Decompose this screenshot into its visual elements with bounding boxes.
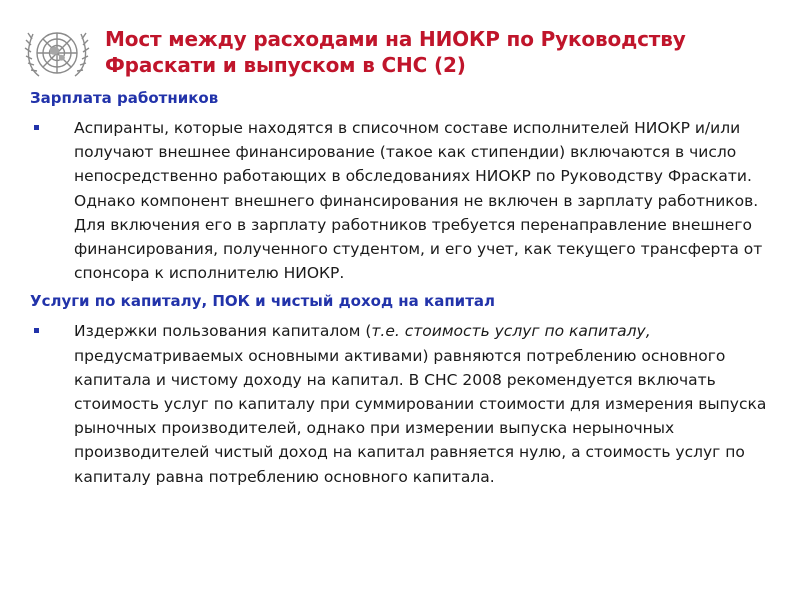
section-heading-salary: Зарплата работников xyxy=(30,89,219,107)
bullet-text-capital-italic: т.е. стоимость услуг по капиталу, xyxy=(371,322,651,341)
bullet-text-capital-rest: предусматриваемых основными активами) равняются потреблению основного капитала и чистому доходу на капитал. В СНС 2008 рекомендуется включать стоимость услуг по капиталу при суммировании стоимости для измерения выпуска рыночных производителей, однако при измерении выпуска нерыночных производителей чистый доход на капитал равняется нулю, а стоимость услуг по капиталу равна потреблению основного капитала. xyxy=(74,346,767,486)
bullet-capital xyxy=(30,319,780,488)
un-emblem-icon xyxy=(19,22,95,84)
bullet-salary xyxy=(30,116,780,285)
section-capital xyxy=(30,291,780,488)
slide-title: Мост между расходами на НИОКР по Руководству Фраскати и выпуском в СНС (2) xyxy=(105,27,686,77)
section-heading-capital: Услуги по капиталу, ПОК и чистый доход на капитал xyxy=(30,292,495,311)
bullet-marker-icon xyxy=(34,125,39,130)
bullet-text-capital-lead: Издержки пользования капиталом ( xyxy=(74,322,372,341)
bullet-text-salary: Аспиранты, которые находятся в списочном составе исполнителей НИОКР и/или получают внешнее финансирование (такое как стипендии) включаются в число непосредственно работающих в обследованиях НИОКР по Руководству Фраскати. Однако компонент внешнего финансирования не включен в зарплату работников. Для включения его в зарплату работников требуется перенаправление внешнего финансирования, полученного студентом, и его учет, как текущего трансферта от спонсора к исполнителю НИОКР. xyxy=(74,119,763,283)
section-salary xyxy=(30,88,780,285)
bullet-marker-icon xyxy=(34,328,39,333)
slide-content xyxy=(30,88,780,495)
